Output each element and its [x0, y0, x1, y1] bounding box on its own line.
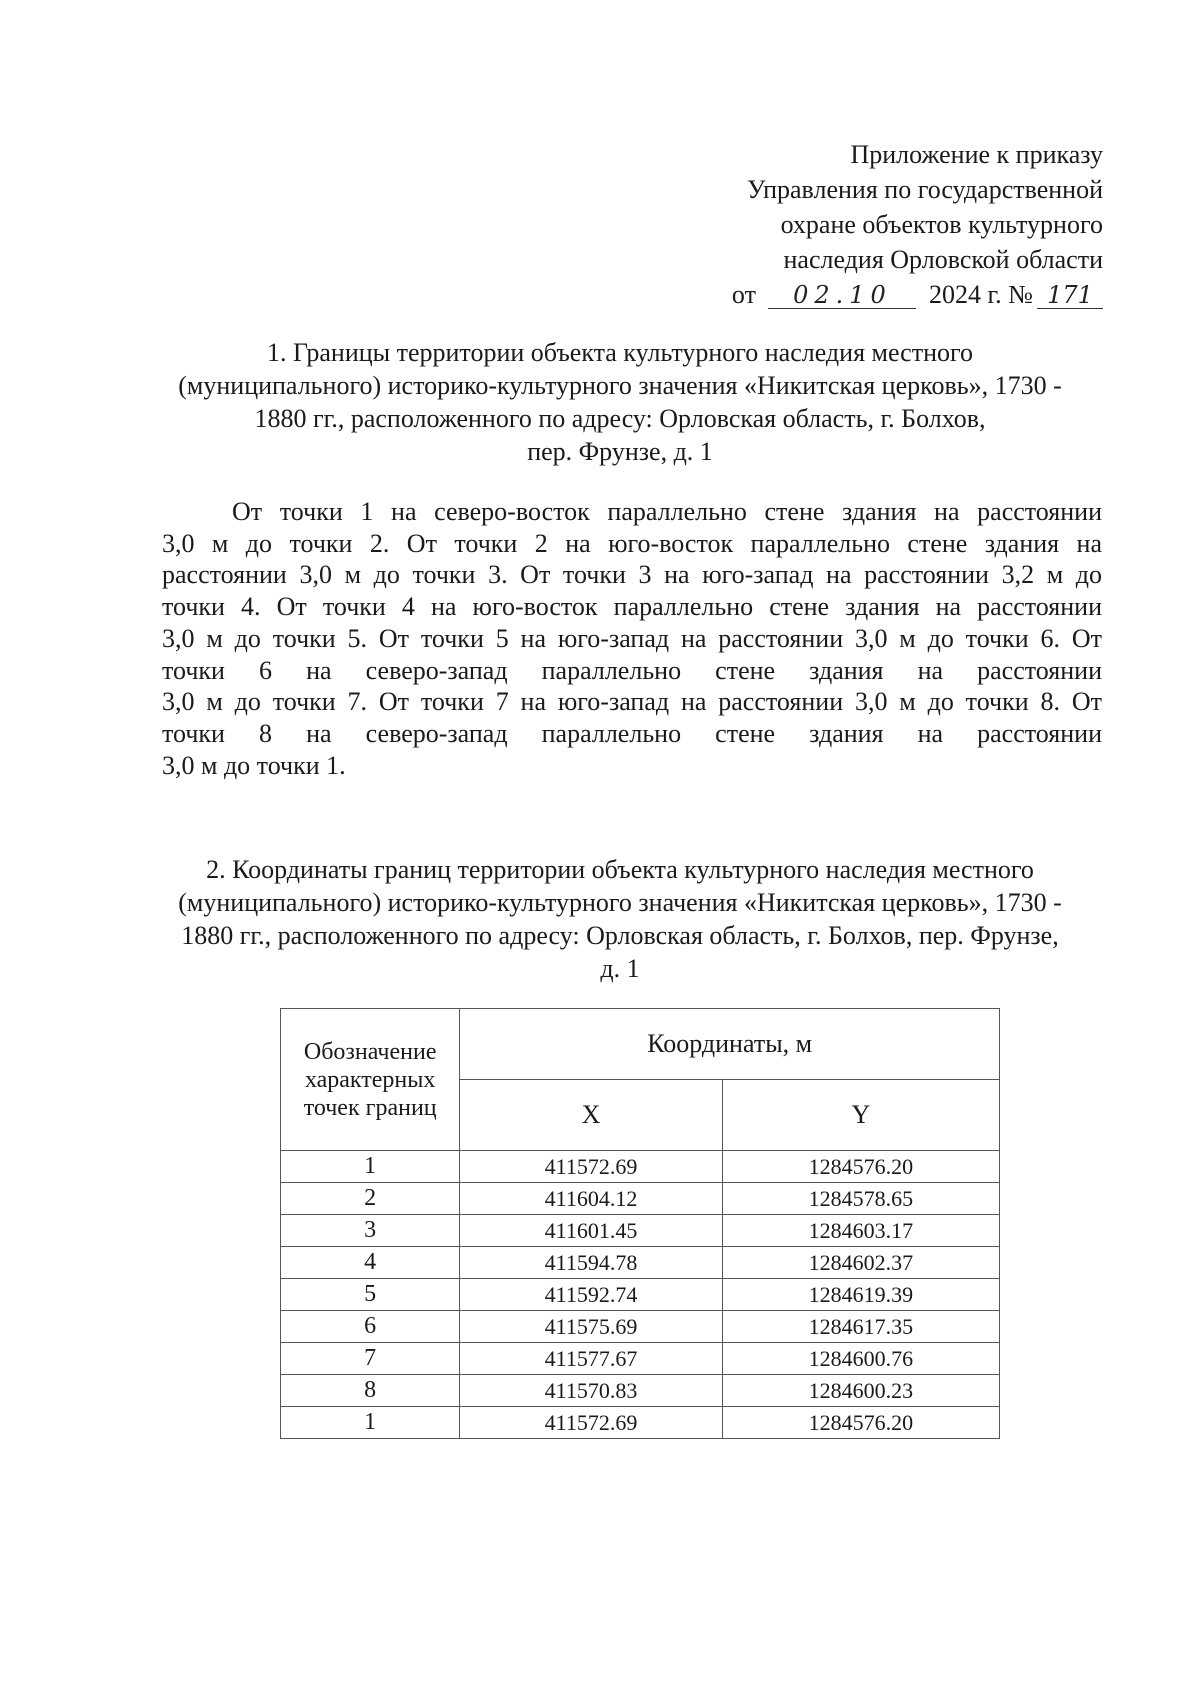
x-coordinate-cell: 411575.69: [460, 1311, 722, 1343]
point-cell: 3: [281, 1215, 460, 1247]
coordinates-table: [280, 1008, 1000, 1439]
handwritten-order-number: 171: [1037, 282, 1103, 309]
paragraph-line: точки 6 на северо-запад параллельно стене здания на расстоянии: [162, 655, 1102, 685]
x-column-header: X: [460, 1080, 722, 1151]
x-coordinate-cell: 411594.78: [460, 1247, 722, 1279]
y-column-header: Y: [722, 1080, 999, 1151]
paragraph-line: расстоянии 3,0 м до точки 3. От точки 3 на юго-запад на расстоянии 3,2 м до: [162, 560, 1102, 590]
title-line: 1880 гг., расположенного по адресу: Орловская область, г. Болхов,: [254, 404, 986, 433]
paragraph-line: От точки 1 на северо-восток параллельно стене здания на расстоянии: [232, 497, 1102, 526]
table-row: [281, 1311, 1000, 1343]
table-row: [281, 1407, 1000, 1439]
x-coordinate-cell: 411570.83: [460, 1375, 722, 1407]
title-line: д. 1: [600, 954, 640, 983]
year-text: 2024 г. №: [928, 280, 1033, 309]
point-cell: 1: [281, 1407, 460, 1439]
header-line: Управления по государственной: [746, 175, 1103, 204]
point-cell: 8: [281, 1375, 460, 1407]
handwritten-date: 02.10: [768, 282, 916, 309]
header-line: охране объектов культурного: [780, 210, 1103, 239]
table-row: [281, 1215, 1000, 1247]
header-line: Приложение к приказу: [850, 140, 1103, 169]
y-coordinate-cell: 1284617.35: [722, 1311, 999, 1343]
y-coordinate-cell: 1284576.20: [722, 1151, 999, 1183]
y-coordinate-cell: 1284600.76: [722, 1343, 999, 1375]
point-column-header: Обозначение характерных точек границ: [281, 1009, 460, 1151]
coordinates-column-header: Координаты, м: [460, 1009, 1000, 1080]
table-row: [281, 1343, 1000, 1375]
x-coordinate-cell: 411572.69: [460, 1151, 722, 1183]
order-date-line: [543, 277, 1103, 312]
table-row: [281, 1279, 1000, 1311]
paragraph-line: 3,0 м до точки 1.: [162, 750, 346, 780]
table-row: [281, 1247, 1000, 1279]
table-row: [281, 1183, 1000, 1215]
point-cell: 4: [281, 1247, 460, 1279]
appendix-header: [543, 137, 1103, 312]
y-coordinate-cell: 1284602.37: [722, 1247, 999, 1279]
point-cell: 2: [281, 1183, 460, 1215]
title-line: 1. Границы территории объекта культурного наследия местного: [266, 338, 974, 367]
title-line: пер. Фрунзе, д. 1: [527, 437, 713, 466]
y-coordinate-cell: 1284576.20: [722, 1407, 999, 1439]
y-coordinate-cell: 1284578.65: [722, 1183, 999, 1215]
x-coordinate-cell: 411601.45: [460, 1215, 722, 1247]
title-line: (муниципального) историко-культурного значения «Никитская церковь», 1730 -: [178, 888, 1062, 917]
point-cell: 5: [281, 1279, 460, 1311]
x-coordinate-cell: 411592.74: [460, 1279, 722, 1311]
x-coordinate-cell: 411604.12: [460, 1183, 722, 1215]
section2-title: [150, 853, 1090, 985]
x-coordinate-cell: 411572.69: [460, 1407, 722, 1439]
table-row: [281, 1151, 1000, 1183]
y-coordinate-cell: 1284603.17: [722, 1215, 999, 1247]
section1-title: [150, 336, 1090, 468]
date-prefix: от: [731, 280, 756, 309]
point-cell: 6: [281, 1311, 460, 1343]
coordinates-table-body: [281, 1151, 1000, 1439]
title-line: 2. Координаты границ территории объекта культурного наследия местного: [206, 855, 1034, 884]
point-cell: 1: [281, 1151, 460, 1183]
point-cell: 7: [281, 1343, 460, 1375]
y-coordinate-cell: 1284600.23: [722, 1375, 999, 1407]
x-coordinate-cell: 411577.67: [460, 1343, 722, 1375]
title-line: (муниципального) историко-культурного значения «Никитская церковь», 1730 -: [178, 371, 1062, 400]
boundary-description: [162, 496, 1102, 781]
y-coordinate-cell: 1284619.39: [722, 1279, 999, 1311]
paragraph-line: точки 8 на северо-запад параллельно стене здания на расстоянии: [162, 718, 1102, 748]
paragraph-line: 3,0 м до точки 7. От точки 7 на юго-запад на расстоянии 3,0 м до точки 8. От: [162, 687, 1102, 717]
paragraph-line: 3,0 м до точки 2. От точки 2 на юго-восток параллельно стене здания на: [162, 528, 1102, 558]
paragraph-line: точки 4. От точки 4 на юго-восток параллельно стене здания на расстоянии: [162, 592, 1102, 622]
table-row: [281, 1375, 1000, 1407]
title-line: 1880 гг., расположенного по адресу: Орловская область, г. Болхов, пер. Фрунзе,: [181, 921, 1059, 950]
header-line: наследия Орловской области: [783, 245, 1103, 274]
paragraph-line: 3,0 м до точки 5. От точки 5 на юго-запад на расстоянии 3,0 м до точки 6. От: [162, 623, 1102, 653]
